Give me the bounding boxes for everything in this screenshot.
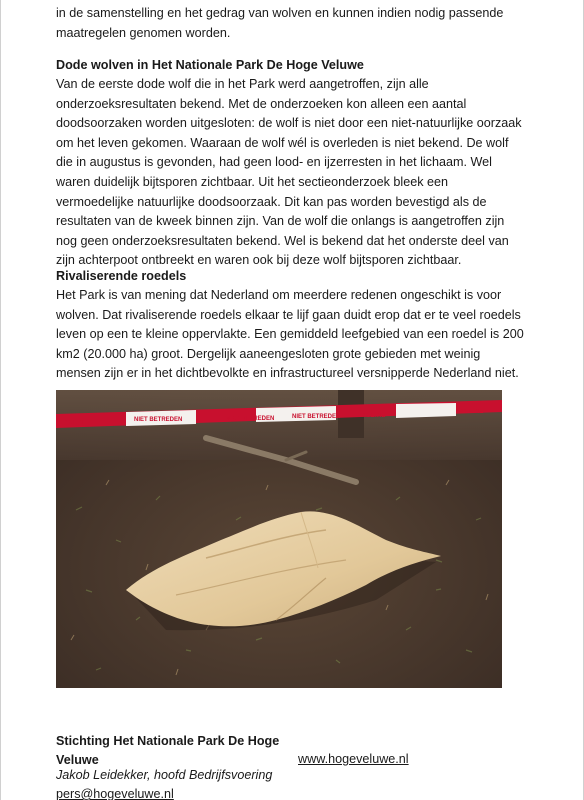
tape-label-2: NIET BETREDEN <box>134 417 183 423</box>
tape-label-1: POLITIE <box>64 420 88 426</box>
footer-website-link[interactable]: www.hogeveluwe.nl <box>298 752 409 766</box>
footer-organization: Stichting Het Nationale Park De Hoge Veluwe <box>56 734 280 767</box>
section-heading-dead-wolves: Dode wolven in Het Nationale Park De Hoge Veluwe <box>56 58 364 72</box>
footer-email-link[interactable]: pers@hogeveluwe.nl <box>56 787 174 800</box>
tape-label-6: POLITIE <box>460 409 484 415</box>
tape-label-3: NIET BETREDEN <box>292 414 341 420</box>
section-body-rival-packs: Het Park is van mening dat Nederland om meerdere redenen ongeschikt is voor wolven. Dat rivaliserende roedels elkaar te lijf gaan duidt erop dat er te veel roedels leven op een te kleine oppervlakte. Een gemiddeld leefgebied van een roedel is 200 km2 (20.000 ha) groot. Dergelijk aaneengesloten grote gebieden met weinig mensen zijn er in het dichtbevolkte en infrastructureel versnipperde Nederland niet. <box>56 288 524 381</box>
intro-paragraph: in de samenstelling en het gedrag van wolven en kunnen indien nodig passende maatregelen genomen worden. <box>56 6 504 40</box>
tape-label-4: POLITIE <box>362 413 386 419</box>
section-heading-rival-packs: Rivaliserende roedels <box>56 269 187 283</box>
footer-contact-person: Jakob Leidekker, hoofd Bedrijfsvoering <box>56 768 273 782</box>
article-photo <box>56 390 502 688</box>
photo-illustration <box>56 390 502 688</box>
tape-label-5: NIET BETREDEN <box>226 416 275 422</box>
section-body-dead-wolves: Van de eerste dode wolf die in het Park werd aangetroffen, zijn alle onderzoeksresultaten bekend. Met de onderzoeken kon alleen een aantal doodsoorzaken worden uitgesloten: de wolf is niet door een niet-natuurlijke oorzaak om het leven gekomen. Waaraan de wolf wél is overleden is niet bekend. De wolf die in augustus is gevonden, had geen lood- en ijzerresten in het lichaam. Wel waren duidelijk bijtsporen zichtbaar. Uit het sectieonderzoek bleek een vermoedelijke natuurlijke doodsoorzaak. Dit kan pas worden bevestigd als de resultaten van de kweek binnen zijn. Van de wolf die onlangs is aangetroffen zijn nog geen onderzoeksresultaten bekend. Wel is bekend dat het onderste deel van zijn achterpoot ontbreekt en waren ook bij deze wolf bijtsporen zichtbaar. <box>56 77 522 268</box>
